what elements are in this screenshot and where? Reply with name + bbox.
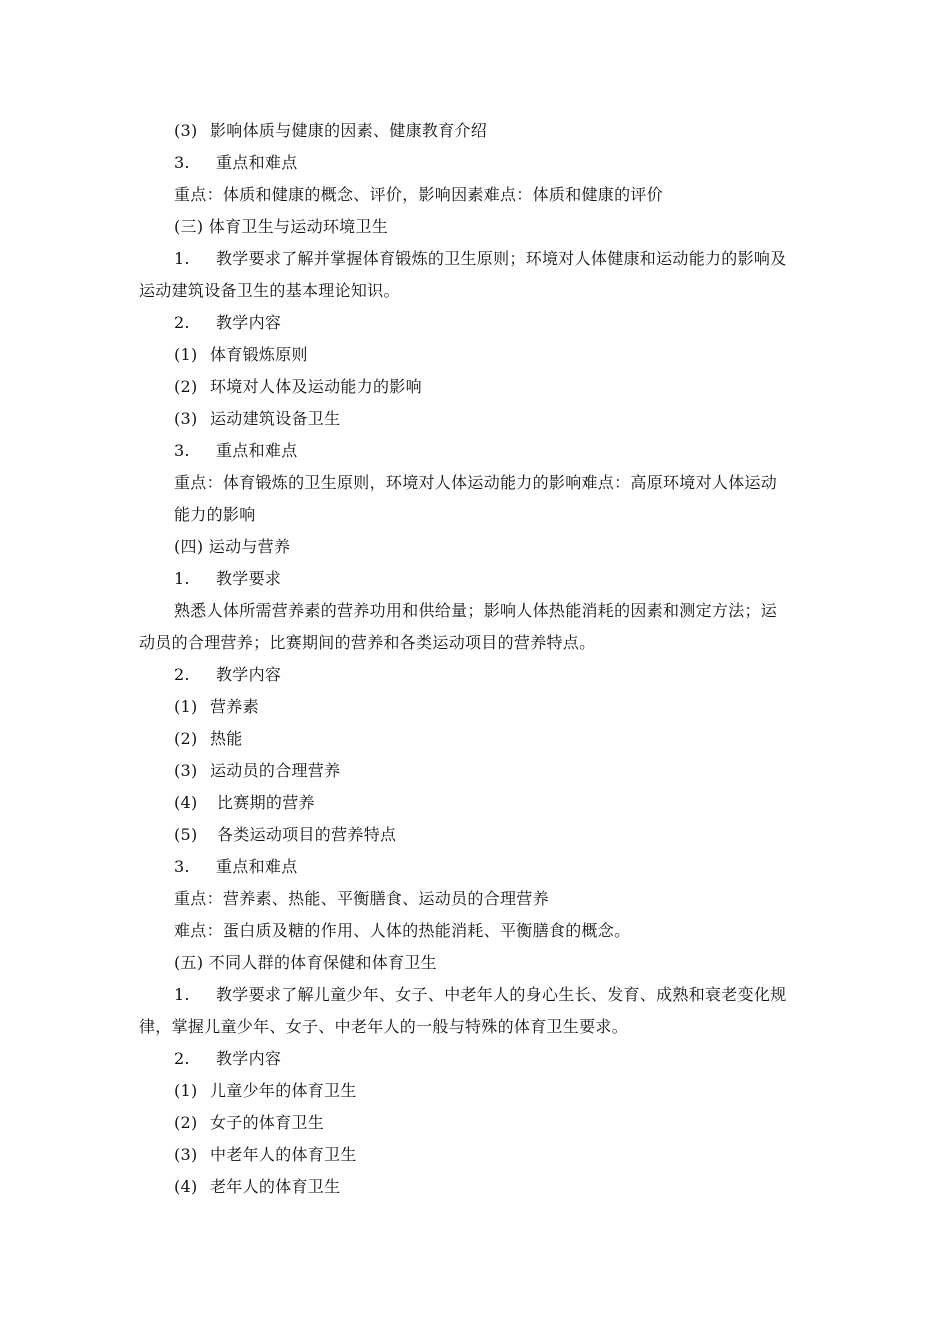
list-item xyxy=(174,377,422,397)
list-item xyxy=(174,825,396,845)
item-text: 教学要求 xyxy=(216,569,282,588)
numbered-paragraph xyxy=(174,985,787,1005)
item-marker: 2. xyxy=(174,1049,190,1068)
section-heading: (三) 体育卫生与运动环境卫生 xyxy=(174,217,389,236)
item-marker: 1. xyxy=(174,249,190,268)
item-text: 比赛期的营养 xyxy=(217,793,315,812)
item-text: 老年人的体育卫生 xyxy=(210,1177,341,1196)
item-text: 影响体质与健康的因素、健康教育介绍 xyxy=(210,121,488,140)
list-item xyxy=(174,121,487,141)
item-marker: (4) xyxy=(174,1177,198,1196)
list-item xyxy=(174,793,315,813)
paragraph-line: 重点：体质和健康的概念、评价，影响因素难点：体质和健康的评价 xyxy=(174,185,664,204)
numbered-paragraph xyxy=(174,249,787,269)
item-marker: (3) xyxy=(174,1145,198,1164)
list-item xyxy=(174,1081,357,1101)
list-item xyxy=(174,761,340,781)
numbered-heading xyxy=(174,857,298,877)
item-marker: 3. xyxy=(174,441,190,460)
item-marker: (1) xyxy=(174,345,198,364)
item-marker: 3. xyxy=(174,857,190,876)
numbered-heading xyxy=(174,569,281,589)
list-item xyxy=(174,1113,324,1133)
item-text: 重点和难点 xyxy=(216,441,298,460)
item-marker: (3) xyxy=(174,761,198,780)
item-text: 中老年人的体育卫生 xyxy=(210,1145,357,1164)
item-marker: 1. xyxy=(174,985,190,1004)
item-marker: (2) xyxy=(174,377,198,396)
paragraph-line: 律，掌握儿童少年、女子、中老年人的一般与特殊的体育卫生要求。 xyxy=(139,1017,629,1036)
item-text: 各类运动项目的营养特点 xyxy=(217,825,397,844)
item-text: 重点和难点 xyxy=(216,153,298,172)
paragraph-line: 动员的合理营养；比赛期间的营养和各类运动项目的营养特点。 xyxy=(139,633,596,652)
item-text: 教学内容 xyxy=(216,1049,282,1068)
item-text: 教学内容 xyxy=(216,665,282,684)
item-marker: 2. xyxy=(174,313,190,332)
paragraph-line: 重点：营养素、热能、平衡膳食、运动员的合理营养 xyxy=(174,889,549,908)
item-marker: (3) xyxy=(174,121,198,140)
item-marker: 1. xyxy=(174,569,190,588)
list-item xyxy=(174,729,243,749)
item-text: 营养素 xyxy=(210,697,259,716)
item-text: 热能 xyxy=(210,729,243,748)
item-marker: 3. xyxy=(174,153,190,172)
section-heading: (五) 不同人群的体育保健和体育卫生 xyxy=(174,953,437,972)
list-item xyxy=(174,1145,357,1165)
list-item xyxy=(174,697,259,717)
item-marker: (4) xyxy=(174,793,198,812)
item-text: 儿童少年的体育卫生 xyxy=(210,1081,357,1100)
item-text: 环境对人体及运动能力的影响 xyxy=(210,377,422,396)
numbered-heading xyxy=(174,313,281,333)
item-text: 教学要求了解儿童少年、女子、中老年人的身心生长、发育、成熟和衰老变化规 xyxy=(216,985,787,1004)
item-marker: (5) xyxy=(174,825,198,844)
paragraph-line: 运动建筑设备卫生的基本理论知识。 xyxy=(139,281,400,300)
item-text: 运动建筑设备卫生 xyxy=(210,409,341,428)
numbered-heading xyxy=(174,441,298,461)
item-text: 教学内容 xyxy=(216,313,282,332)
item-text: 女子的体育卫生 xyxy=(210,1113,325,1132)
list-item xyxy=(174,345,308,365)
paragraph-line: 能力的影响 xyxy=(174,505,256,524)
item-marker: (1) xyxy=(174,697,198,716)
item-marker: (2) xyxy=(174,1113,198,1132)
item-text: 体育锻炼原则 xyxy=(210,345,308,364)
item-text: 重点和难点 xyxy=(216,857,298,876)
numbered-heading xyxy=(174,1049,281,1069)
paragraph-line: 难点：蛋白质及糖的作用、人体的热能消耗、平衡膳食的概念。 xyxy=(174,921,631,940)
paragraph-line: 重点：体育锻炼的卫生原则，环境对人体运动能力的影响难点：高原环境对人体运动 xyxy=(174,473,778,492)
section-heading: (四) 运动与营养 xyxy=(174,537,291,556)
item-marker: (3) xyxy=(174,409,198,428)
item-text: 运动员的合理营养 xyxy=(210,761,341,780)
item-marker: (2) xyxy=(174,729,198,748)
item-marker: (1) xyxy=(174,1081,198,1100)
item-text: 教学要求了解并掌握体育锻炼的卫生原则；环境对人体健康和运动能力的影响及 xyxy=(216,249,787,268)
list-item xyxy=(174,1177,340,1197)
item-marker: 2. xyxy=(174,665,190,684)
list-item xyxy=(174,409,340,429)
numbered-heading xyxy=(174,153,298,173)
numbered-heading xyxy=(174,665,281,685)
paragraph-line: 熟悉人体所需营养素的营养功用和供给量；影响人体热能消耗的因素和测定方法；运 xyxy=(174,601,778,620)
